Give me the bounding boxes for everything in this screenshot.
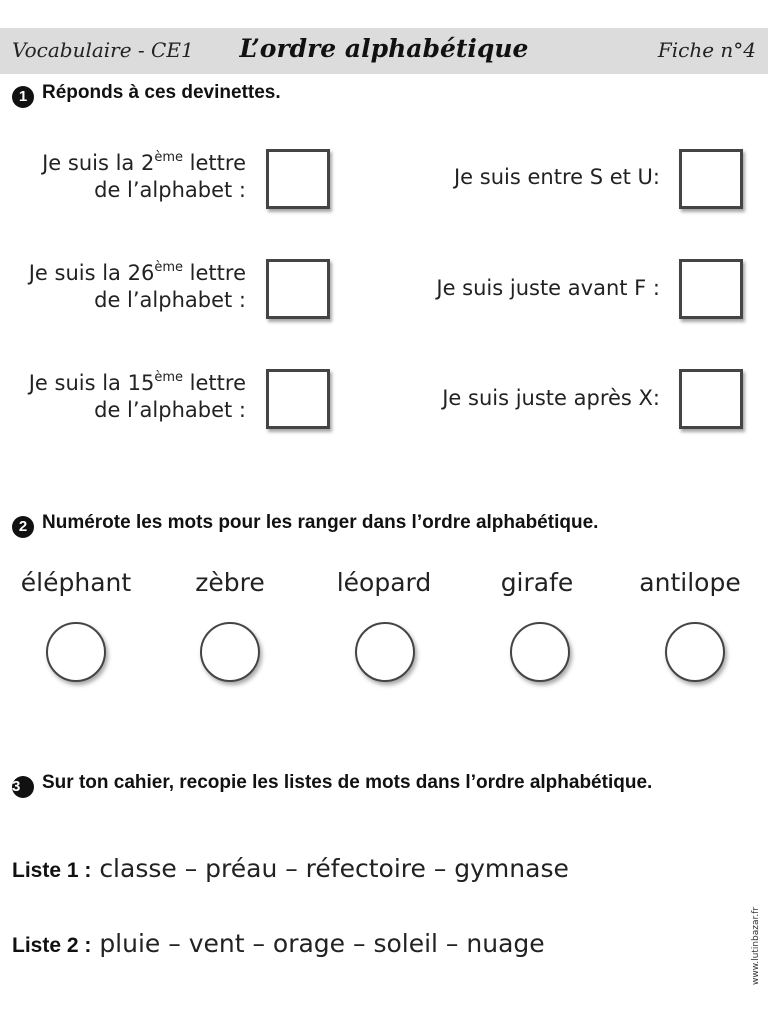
number-circle-1[interactable]	[46, 622, 106, 682]
exercise-2-number: 2	[12, 516, 34, 538]
riddle-sup: ème	[154, 150, 183, 165]
credit-url: www.lutinbazar.fr	[751, 906, 761, 985]
exercise-1-number: 1	[12, 86, 34, 108]
answer-box-right-2[interactable]	[679, 259, 743, 319]
word-2: zèbre	[195, 568, 265, 597]
number-circle-4[interactable]	[510, 622, 570, 682]
list-label: Liste 2 :	[12, 934, 92, 957]
riddle-right-1: Je suis entre S et U:	[453, 165, 660, 189]
riddle-right-3: Je suis juste après X:	[442, 386, 660, 410]
riddle-text: Je suis la 2	[42, 151, 155, 175]
word-list-1	[12, 854, 569, 883]
number-circle-5[interactable]	[665, 622, 725, 682]
word-list-2	[12, 929, 545, 958]
exercise-1-instruction: Réponds à ces devinettes.	[42, 82, 281, 103]
riddle-text: de l’alphabet :	[94, 288, 246, 312]
exercise-2-title	[12, 512, 598, 538]
riddle-right-2: Je suis juste avant F :	[436, 276, 660, 300]
word-1: éléphant	[20, 568, 132, 597]
number-circle-3[interactable]	[355, 622, 415, 682]
riddle-text: de l’alphabet :	[94, 178, 246, 202]
riddle-text: lettre	[183, 261, 246, 285]
answer-box-right-1[interactable]	[679, 149, 743, 209]
riddle-left-3	[10, 370, 246, 424]
riddle-text: Je suis la 26	[28, 261, 155, 285]
list-label: Liste 1 :	[12, 859, 92, 882]
exercise-3-instruction: Sur ton cahier, recopie les listes de mots dans l’ordre alphabétique.	[42, 772, 653, 793]
riddle-text: de l’alphabet :	[94, 398, 246, 422]
riddle-text: lettre	[183, 151, 246, 175]
list-words: classe – préau – réfectoire – gymnase	[99, 854, 569, 883]
exercise-3-title	[12, 770, 756, 798]
riddle-left-2	[10, 260, 246, 314]
answer-box-left-1[interactable]	[266, 149, 330, 209]
sheet-number: Fiche n°4	[657, 38, 756, 62]
riddle-text: Je suis la 15	[28, 371, 155, 395]
word-4: girafe	[500, 568, 574, 597]
riddle-sup: ème	[154, 260, 183, 275]
exercise-1-title	[12, 82, 281, 108]
subject-label: Vocabulaire - CE1	[12, 38, 194, 62]
word-3: léopard	[336, 568, 432, 597]
exercise-3-number: 3	[12, 776, 34, 798]
answer-box-left-2[interactable]	[266, 259, 330, 319]
header-bar	[0, 28, 768, 74]
answer-box-left-3[interactable]	[266, 369, 330, 429]
exercise-2-instruction: Numérote les mots pour les ranger dans l’ordre alphabétique.	[42, 512, 599, 533]
list-words: pluie – vent – orage – soleil – nuage	[99, 929, 545, 958]
riddle-text: lettre	[183, 371, 246, 395]
number-circle-2[interactable]	[200, 622, 260, 682]
answer-box-right-3[interactable]	[679, 369, 743, 429]
word-5: antilope	[639, 568, 741, 597]
page-title: L’ordre alphabétique	[239, 34, 529, 63]
riddle-sup: ème	[154, 370, 183, 385]
riddle-left-1	[10, 150, 246, 204]
